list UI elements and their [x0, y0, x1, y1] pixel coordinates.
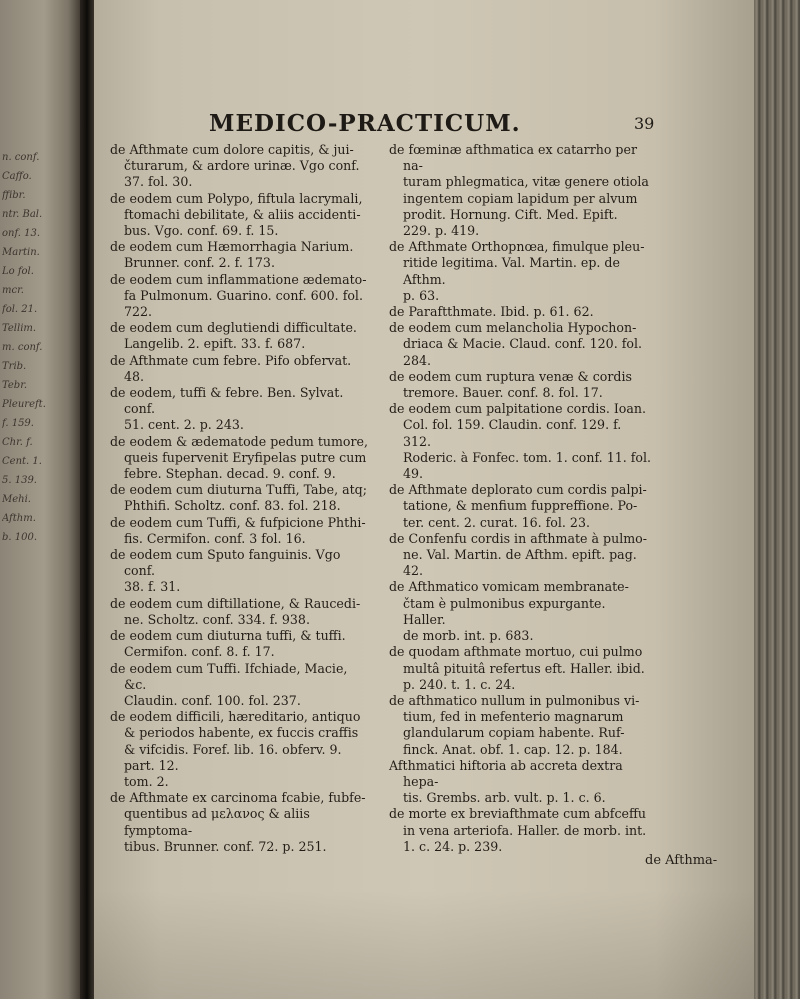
previous-page-fragment: Trib.	[2, 361, 27, 372]
entry: de Afthmate cum febre. Pifo obfervat. 48.	[110, 352, 352, 384]
previous-page-fragment: Tellim.	[2, 323, 37, 334]
previous-page-fragment: Cent. 1.	[2, 456, 42, 467]
previous-page-fragment: mcr.	[2, 285, 24, 296]
right-column	[389, 142, 651, 855]
previous-page-fragment: Mehi.	[2, 494, 31, 505]
book-gutter	[80, 0, 94, 999]
previous-page-fragment: Caffo.	[2, 171, 32, 182]
previous-page-fragment: fol. 21.	[2, 304, 38, 315]
entry: de Afthmate deplorato cum cordis palpi- tatione, & menfium fuppreffione. Po- ter. cent. 2. curat. 16. fol. 23.	[389, 482, 647, 530]
entry: de eodem cum diuturna tuffi, & tuffi. Cermifon. conf. 8. f. 17.	[110, 628, 346, 660]
entry: de quodam afthmate mortuo, cui pulmo multâ pituitâ refertus eft. Haller. ibid. p. 240. t. 1. c. 24.	[389, 644, 645, 692]
previous-page-fragment: Tebr.	[2, 380, 28, 391]
previous-page-fragment: onf. 13.	[2, 228, 41, 239]
entry: Afthmatici hiftoria ab accreta dextra hepa- tis. Grembs. arb. vult. p. 1. c. 6.	[389, 757, 623, 806]
entry: de morte ex breviafthmate cum abfceffu in vena arteriofa. Haller. de morb. int. 1. c. 24. p. 239.	[389, 806, 647, 854]
previous-page-fragment: Afthm.	[2, 513, 36, 524]
entry: de eodem cum diftillatione, & Raucedi- ne. Scholtz. conf. 334. f. 938.	[110, 595, 361, 627]
running-title: MEDICO-PRACTICUM.	[209, 110, 521, 137]
previous-page-fragment: ntr. Bal.	[2, 209, 43, 220]
entry: de Afthmate Orthopnœa, fimulque pleu- ritide legitima. Val. Martin. ep. de Afthm. p. 63.	[389, 239, 645, 303]
entry: de eodem & ædematode pedum tumore, queis fupervenit Eryfipelas putre cum febre. Stephan. decad. 9. conf. 9.	[110, 433, 368, 482]
entry: de Paraftthmate. Ibid. p. 61. 62.	[389, 304, 594, 320]
previous-page-fragment: ffibr.	[2, 190, 26, 201]
left-column	[110, 142, 372, 855]
entry: de eodem cum Tuffi, & fufpicione Phthi- fis. Cermifon. conf. 3 fol. 16.	[110, 514, 366, 546]
entry: de eodem cum palpitatione cordis. Ioan. Col. fol. 159. Claudin. conf. 129. f. 312. Roderic. à Fonfec. tom. 1. conf. 11. fol. 49.	[389, 401, 651, 482]
entry: de eodem cum Tuffi. Ifchiade, Macie, &c. Claudin. conf. 100. fol. 237.	[110, 660, 348, 708]
previous-page-fragment: b. 100.	[2, 532, 38, 543]
entry: de eodem cum melancholia Hypochon- driaca & Macie. Claud. conf. 120. fol. 284.	[389, 320, 642, 368]
entry: de eodem cum Polypo, fiftula lacrymali, ftomachi debilitate, & aliis accidenti- bus. Vgo. conf. 69. f. 15.	[110, 190, 363, 239]
previous-page-fragment: n. conf.	[2, 152, 40, 163]
entry: de eodem cum diuturna Tuffi, Tabe, atq; Phthifi. Scholtz. conf. 83. fol. 218.	[110, 482, 367, 514]
page-number: 39	[634, 114, 655, 133]
entry: de eodem cum inflammatione ædemato- fa Pulmonum. Guarino. conf. 600. fol. 722.	[110, 271, 367, 320]
entry: de fœminæ afthmatica ex catarrho per na- turam phlegmatica, vitæ genere otiola ingentem copiam lapidum per alvum prodit. Hornung. Cift. Med. Epift. 229. p. 419.	[389, 142, 649, 239]
previous-page-fragment: Pleureft.	[2, 399, 46, 410]
catchword: de Afthma-	[645, 853, 718, 868]
page-shadow	[94, 890, 754, 999]
entry: de eodem cum deglutiendi difficultate. Langelib. 2. epift. 33. f. 687.	[110, 320, 357, 352]
previous-page-fragment: Martin.	[2, 247, 40, 258]
previous-page-fragment: m. conf.	[2, 342, 43, 353]
entry: de Afthmate cum dolore capitis, & jui- čturarum, & ardore urinæ. Vgo conf. 37. fol. 30.	[110, 142, 360, 190]
page-header	[94, 110, 754, 140]
entry: de eodem cum ruptura venæ & cordis tremore. Bauer. conf. 8. fol. 17.	[389, 368, 632, 401]
entry: de eodem, tuffi & febre. Ben. Sylvat. conf. 51. cent. 2. p. 243.	[110, 385, 344, 433]
previous-page-fragment: Chr. f.	[2, 437, 33, 448]
entry: de Afthmate ex carcinoma fcabie, fubfe- quentibus ad μελανος & aliis fymptoma- tibus. Brunner. conf. 72. p. 251.	[110, 790, 366, 854]
previous-page-edge	[0, 0, 80, 999]
previous-page-fragment: f. 159.	[2, 418, 34, 429]
entry: de afthmatico nullum in pulmonibus vi- tium, fed in mefenterio magnarum glandularum copiam habente. Ruf- finck. Anat. obf. 1. cap. 12. p. 184.	[389, 692, 640, 757]
previous-page-fragment: 5. 139.	[2, 475, 37, 486]
entry: de Afthmatico vomicam membranate- čtam è pulmonibus expurgante. Haller. de morb. int. p. 683.	[389, 579, 629, 644]
entry: de eodem cum Hæmorrhagia Narium. Brunner. conf. 2. f. 173.	[110, 239, 354, 271]
entry: de Confenfu cordis in afthmate à pulmo- ne. Val. Martin. de Afthm. epift. pag. 42.	[389, 530, 647, 579]
previous-page-fragment: Lo fol.	[2, 266, 34, 277]
page-edges-stack	[754, 0, 800, 999]
entry: de eodem difficili, hæreditario, antiquo & periodos habente, ex fuccis craffis & vifcidis. Foref. lib. 16. obferv. 9. part. 12. tom. 2.	[110, 709, 361, 789]
entry: de eodem cum Sputo fanguinis. Vgo conf. 38. f. 31.	[110, 547, 341, 595]
